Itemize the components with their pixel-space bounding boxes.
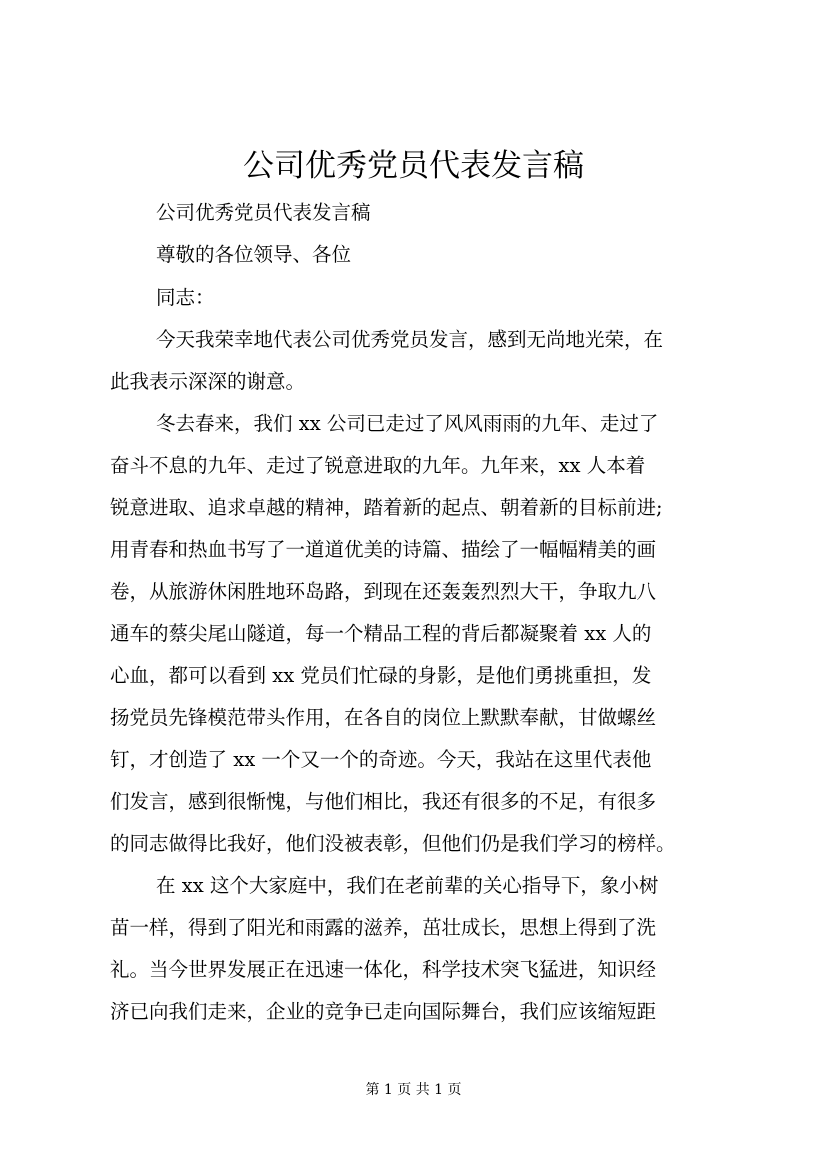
body-line: 同志： (156, 286, 215, 309)
body-line: 尊敬的各位领导、各位 (156, 243, 352, 266)
document-title: 公司优秀党员代表发言稿 (243, 148, 584, 184)
body-line: 今天我荣幸地代表公司优秀党员发言，感到无尚地光荣，在 (156, 328, 664, 351)
body-line: 的同志做得比我好，他们没被表彰，但他们仍是我们学习的榜样。 (110, 832, 676, 855)
body-line: 心血，都可以看到 xx 党员们忙碌的身影，是他们勇挑重担，发 (110, 664, 652, 687)
body-line: 们发言，感到很惭愧，与他们相比，我还有很多的不足，有很多 (110, 790, 657, 813)
body-line: 锐意进取、追求卓越的精神，踏着新的起点、朝着新的目标前进; (110, 496, 663, 519)
body-line: 通车的蔡尖尾山隧道，每一个精品工程的背后都凝聚着 xx 人的 (110, 622, 652, 645)
body-line: 苗一样，得到了阳光和雨露的滋养，茁壮成长，思想上得到了洗 (110, 916, 657, 939)
body-line: 用青春和热血书写了一道道优美的诗篇、描绘了一幅幅精美的画 (110, 538, 657, 561)
body-line: 礼。当今世界发展正在迅速一体化，科学技术突飞猛进，知识经 (110, 958, 657, 981)
body-line: 冬去春来，我们 xx 公司已走过了风风雨雨的九年、走过了 (156, 412, 659, 435)
body-line: 奋斗不息的九年、走过了锐意进取的九年。九年来，xx 人本着 (110, 454, 646, 477)
body-line: 公司优秀党员代表发言稿 (156, 201, 371, 224)
page-number-footer: 第 1 页 共 1 页 (365, 1082, 462, 1098)
body-line: 在 xx 这个大家庭中，我们在老前辈的关心指导下，象小树 (156, 874, 659, 897)
body-line: 卷，从旅游休闲胜地环岛路，到现在还轰轰烈烈大干，争取九八 (110, 580, 657, 603)
body-line: 钉，才创造了 xx 一个又一个的奇迹。今天，我站在这里代表他 (110, 748, 652, 771)
body-line: 此我表示深深的谢意。 (110, 370, 306, 393)
body-line: 扬党员先锋模范带头作用，在各自的岗位上默默奉献，甘做螺丝 (110, 706, 657, 729)
body-line: 济已向我们走来，企业的竞争已走向国际舞台，我们应该缩短距 (110, 1000, 657, 1023)
